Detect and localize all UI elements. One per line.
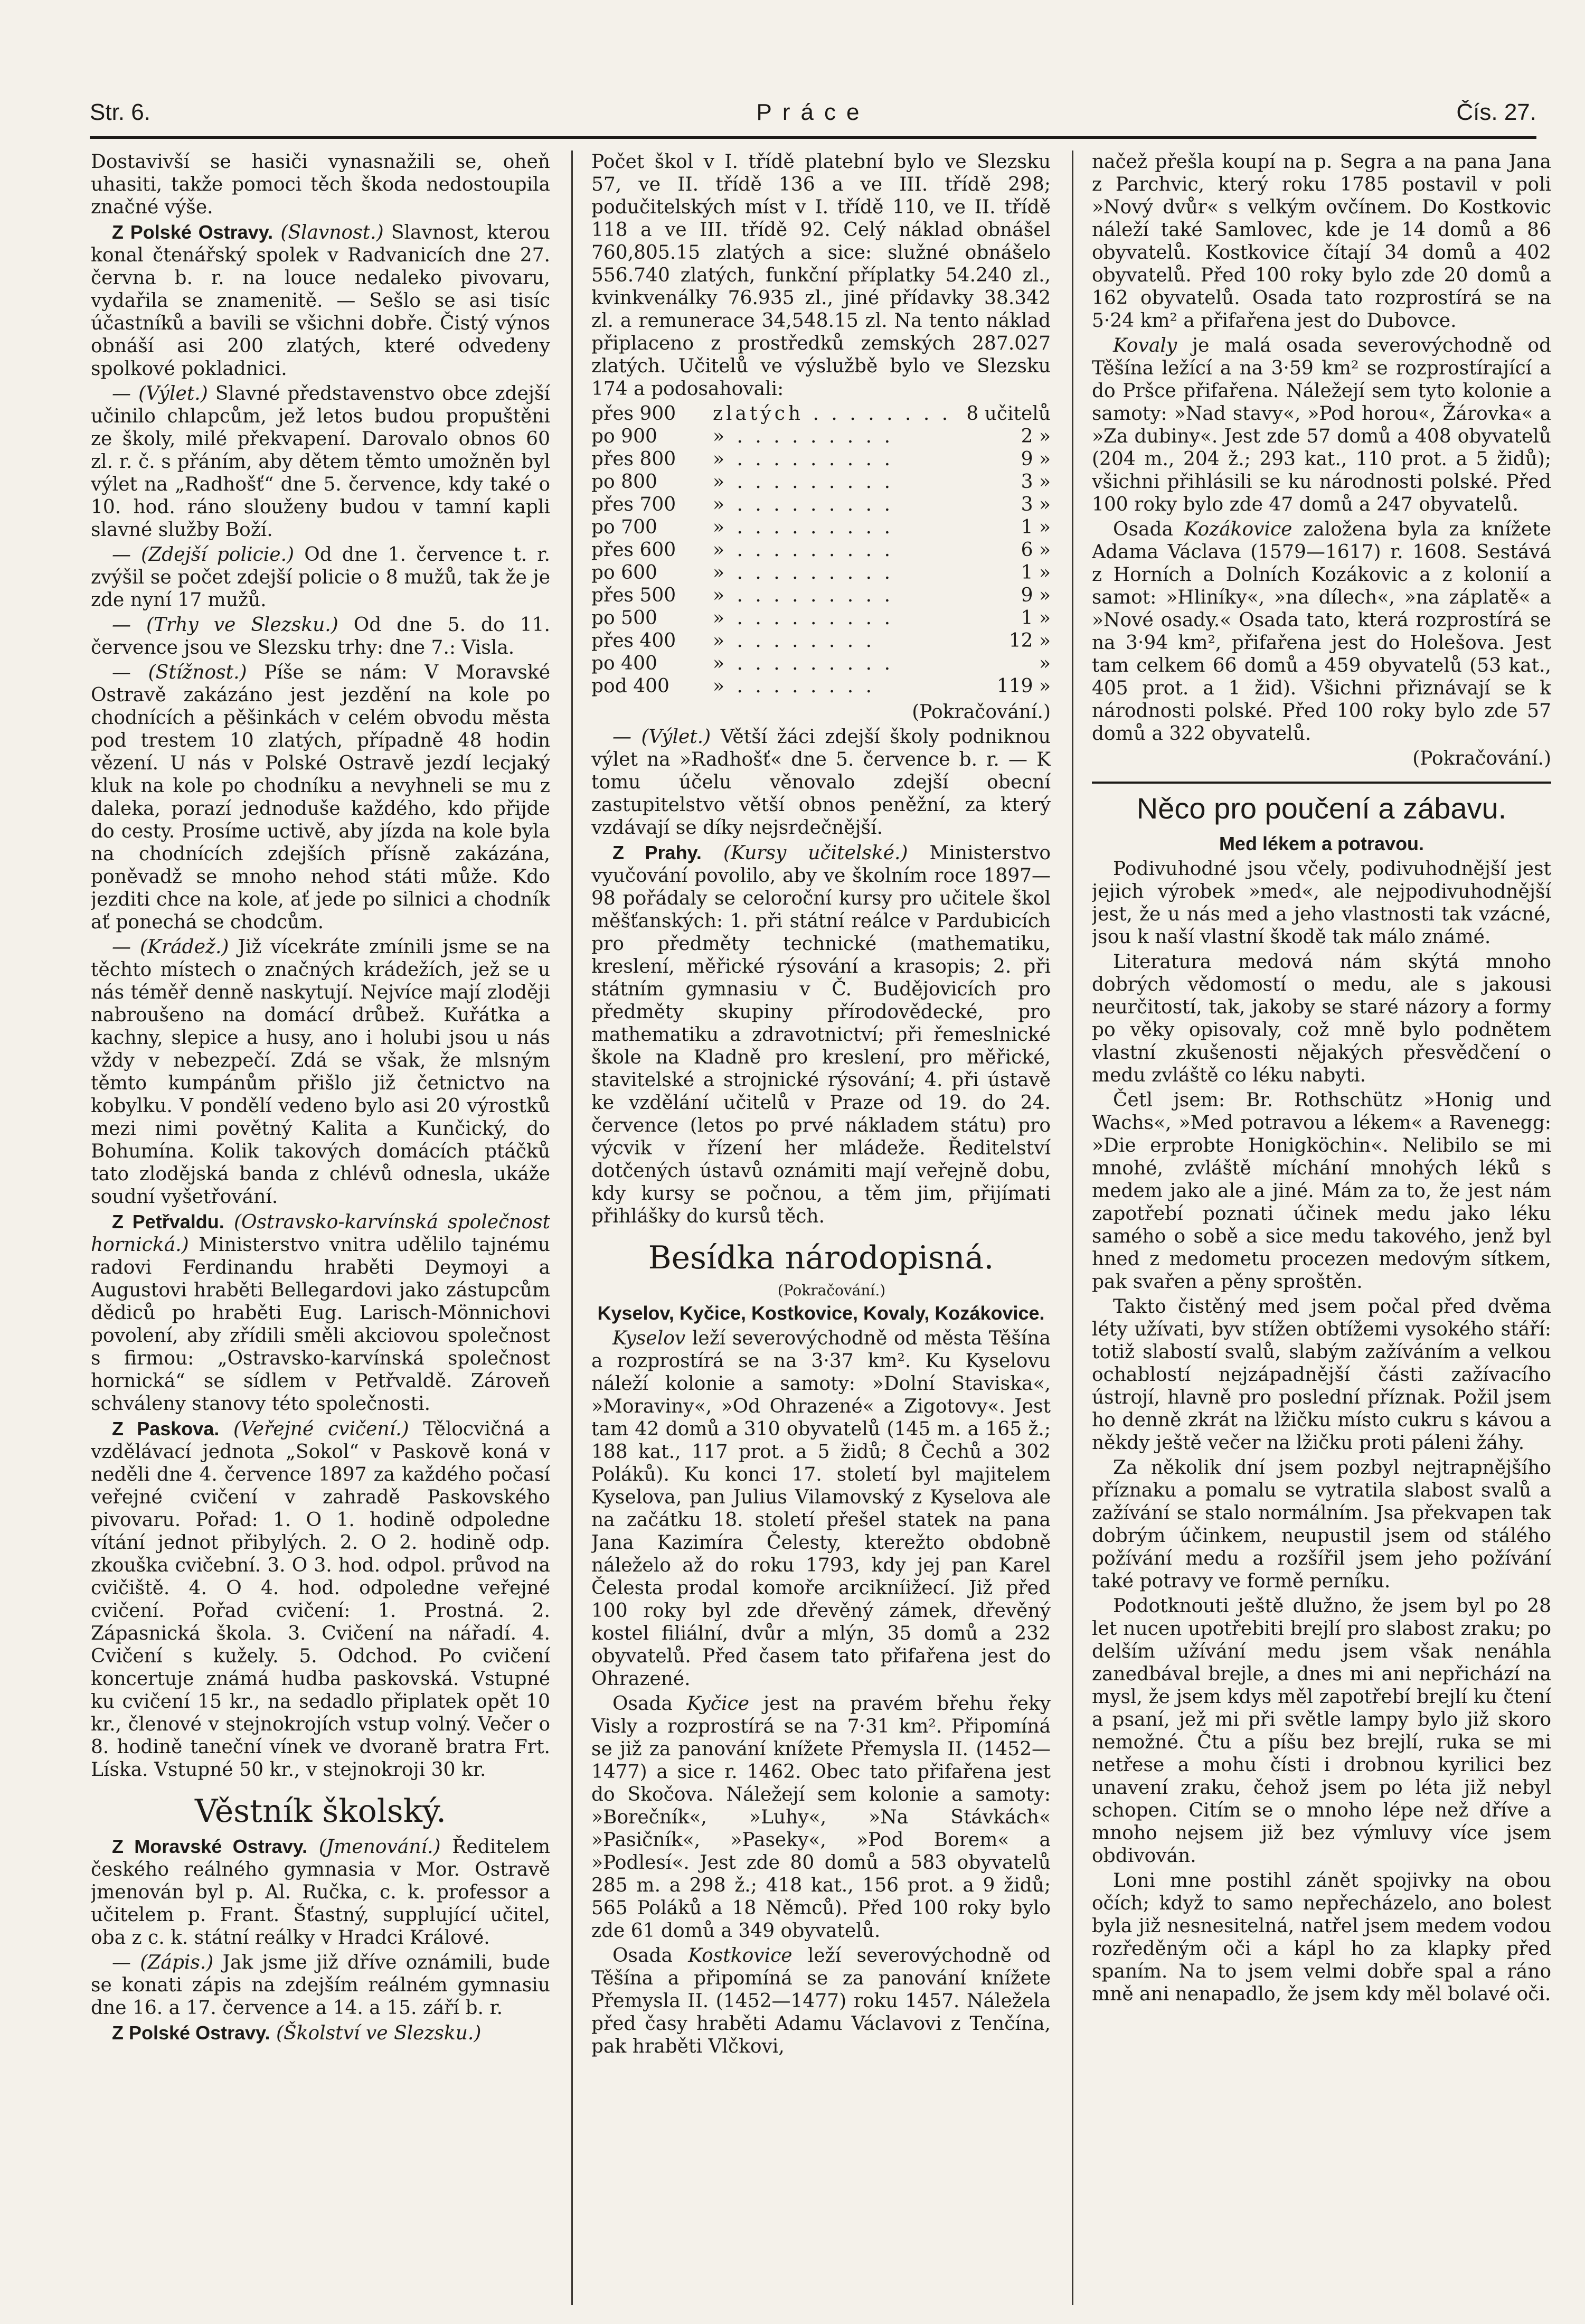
table-row: přes 400 » . . . . . . . . 12 »	[591, 630, 1051, 652]
table-row: přes 600 » . . . . . . . . . 6 »	[591, 539, 1051, 561]
article-paragraph: Loni mne postihl zánět spojivky na obou očích; když to samo nepřecházelo, ano bolest byla již nesnesitelná, natřel jsem medem vodou rozředěným oči a kápl ho za klapky před spaním. Na to jsem velmi dobře spal a ráno mně ani nenapadlo, že jsem kdy měl bolavé oči.	[1092, 1870, 1551, 2005]
article-paragraph: Četl jsem: Br. Rothschütz »Honig und Wachs«, »Med potravou a lékem« a Ravenegg: »Die erprobte Honigköchin«. Nelibilo se mi mnohé, zvláště míchání mnohých léků s medem jako ale a jiné. Mám za to, že jest nám zapotřebí poznati účinek medu jako léku samého o sobě a sice medu takového, jenž byl hned z medometu procezen medovým sítkem, pak svařen a pěny sproštěn.	[1092, 1089, 1551, 1293]
table-row: po 500 » . . . . . . . . . 1 »	[591, 607, 1051, 629]
column-3	[1092, 150, 1551, 2305]
column-1	[91, 150, 550, 2305]
page-header	[90, 94, 1536, 139]
continued-note: (Pokračování.)	[1412, 748, 1551, 769]
masthead-title: Práce	[756, 99, 870, 125]
continued-note: (Pokračování.)	[912, 701, 1051, 723]
table-row: po 600 » . . . . . . . . . 1 »	[591, 562, 1051, 584]
news-item-petrvald: Z Petřvaldu. (Ostravsko-karvínská společnost hornická.) Ministerstvo vnitra udělilo tajnému radovi Ferdinandu hraběti Deymoyi a Augustovi hraběti Bellegardovi jako zástupcům dědiců po hraběti Eug. Larisch-Mönnichovi povolení, aby zřídili směli akciovou společnost s firmou: „Ostravsko-karvínská společnost hornická“ se sídlem v Petřvaldě. Zároveň schváleny stanovy této společnosti.	[91, 1211, 550, 1415]
news-item-skolstvi: Z Polské Ostravy. (Školství ve Slezsku.)	[112, 2022, 482, 2044]
table-row: přes 800 » . . . . . . . . . 9 »	[591, 448, 1051, 470]
article-paragraph: Počet škol v I. třídě platební bylo ve Slezsku 57, ve II. třídě 136 a ve III. třídě 298; podučitelských míst v I. třídě 110, ve II. třídě 118 a ve III. třídě 92. Celý náklad obnášel 760,805.15 zlatých a sice: služné obnášelo 556.740 zlatých, funkční příplatky 54.240 zl., kvinkvenálky 76.935 zl., jiné přídavky 38.342 zl. a remunerace 34,548.15 zl. Na tento náklad připlaceno z prostředků zemských 287.027 zlatých. Učitelů ve výslužbě bylo ve Slezsku 174 a podosahovali:	[591, 151, 1051, 400]
table-row: přes 700 » . . . . . . . . . 3 »	[591, 494, 1051, 515]
article-subtitle: Kyselov, Kyčice, Kostkovice, Kovaly, Kozákovice.	[597, 1302, 1045, 1324]
table-row: po 800 » . . . . . . . . . 3 »	[591, 471, 1051, 493]
news-item-praha: Z Prahy. (Kursy učitelské.) Ministerstvo vyučování povolilo, aby ve školním roce 1897—98 pořádaly se celoroční kursy pro učitele škol měšťanských: 1. při státní reálce v Pardubicích pro předměty technické (mathematiku, kreslení, měřické rýsování a krasopis; 2. při státním gymnasiu v Č. Budějovicích pro předměty skupiny přírodovědecké, pro mathematiku a zdravotnictví; při řemeslnické škole na Kladně pro kreslení, pro měřické, stavitelské a strojnické rýsování; 4. při ústavě ke vzdělání učitelů v Praze od 19. do 24. července (letos po prvé nákladem státu) pro výcvik v řízení her mládeže. Ředitelství dotčených ústavů oznámiti mají veřejně dobu, kdy kursy se počnou, a těm jim, přijímati přihlášky do kursů těch.	[591, 842, 1051, 1227]
news-item-trhy: — (Trhy ve Slezsku.) Od dne 5. do 11. července jsou ve Slezsku trhy: dne 7.: Visla.	[91, 614, 550, 658]
news-item-zapis: — (Zápis.) Jak jsme již dříve oznámili, bude se konati zápis na zdejším reálném gymnasiu dne 16. a 17. července a 14. a 15. září b. r.	[91, 1952, 550, 2019]
news-item-stiznost: — (Stížnost.) Píše se nám: V Moravské Ostravě zakázáno jest jezdění na kole po chodnících a pěšinkách v celém obvodu města pod trestem 10 zlatých, případně 48 hodin vězení. U nás v Polské Ostravě jezdí lecjaký kluk na kole po chodníku a nevyhneli se mu z daleka, porazí jednoduše každého, kdo přijde do cesty. Prosíme uctivě, aby jízda na kole byla na chodnících zdejších přísně zakázána, poněvadž se mnoho nehod státi může. Kdo jezditi chce na kole, ať jede po silnici a chodník ať ponechá se chodcům.	[91, 662, 550, 933]
article-paragraph: Takto čistěný med jsem počal před dvěma léty užívati, byv stížen obtížemi vysokého stáří: totiž slabostí svalů, slabým zažíváním a velkou ochablostí nejzápadnější části zažívacího ústrojí, hlavně pro poslední příznak. Požil jsem ho denně zkrát na lžičku místo cukru s kávou a někdy ještě večer na lžičku proti páleni žáhy.	[1092, 1296, 1551, 1454]
table-row: přes 900 zlatých . . . . . . . . 8 učitelů	[591, 403, 1051, 425]
column-rule-1	[571, 150, 573, 2305]
article-paragraph: Kyselov leží severovýchodně od města Těšína a rozprostírá se na 3·37 km². Ku Kyselovu náleží kolonie a samoty: »Dolní Staviska«, »Moraviny«, »Od Ohrazené« a Zigotovy«. Jest tam 42 domů a 310 obyvatelů (145 m. a 165 ž.; 188 kat., 117 prot. a 5 židů; 8 Čechů a 302 Poláků). Ku konci 17. století byl majitelem Kyselova, pan Julius Vilamovský z Kyselova ale na začátku 18. století přešel statek na pana Jana Kazimíra Čelesty, kterežto obdobně náleželo až do roku 1793, kdy jej pan Karel Čelesta prodal komoře arcikníižecí. Již před 100 roky byl zde dřevěný zámek, dřevěný kostel filiální, dvůr a mlýn, 35 domů a 232 obyvatelů. Před časem tato přifařena jest do Ohrazené.	[591, 1328, 1051, 1690]
table-row: pod 400 » . . . . . . . . 119 »	[591, 675, 1051, 697]
article-paragraph: Podotknouti ještě dlužno, že jsem byl po 28 let nucen upotřebiti brejlí pro slabost zraku; po delším užívání medu jsem však nenáhla zanedbával brejle, a dnes mi ani nepřichází na mysl, že jsem kdys měl zapotřebí brejlí ku čtení a psaní, jež mi při světle lampy bylo již skoro nemožné. Čtu a píšu bez brejlí, ruka se mi netřese a mohu čísti i drobnou kyrilici bez unavení zraku, čehož jsem po léta již nebyl schopen. Citím se o mnoho lépe než dříve a mnoho nejsem již bez výmluvy více jsem obdivován.	[1092, 1595, 1551, 1867]
article-paragraph: Za několik dní jsem pozbyl nejtrapnějšího příznaku a pomalu se vytratila slabost svalů a zažívání se stalo normálním. Jsa překvapen tak dobrým účinkem, neupustil jsem od stálého požívání medu a rozšířil jsem jeho požívání také potravy ve formě perníku.	[1092, 1457, 1551, 1592]
article-subtitle: Med lékem a potravou.	[1219, 833, 1424, 854]
section-title-besidka: Besídka národopisná.	[648, 1239, 994, 1276]
news-item-jmenovani: Z Moravské Ostravy. (Jmenování.) Ředitelem českého reálného gymnasia v Mor. Ostravě jmenován byl p. Al. Ručka, c. k. professor a učitelem p. Frant. Šťastný, supplující učitel, oba z c. k. státní reálky v Hradci Králové.	[91, 1836, 550, 1949]
article-paragraph: Dostavivší se hasiči vynasnažili se, oheň uhasiti, takže pomoci těch škoda nedostoupila značné výše.	[91, 151, 550, 218]
news-item-vylet-2: — (Výlet.) Větší žáci zdejší školy podniknou výlet na »Radhošť« dne 5. července b. r. — K tomu účelu věnovalo zdejší obecní zastupitelstvo větší obnos peněžní, za který vzdávají se díky nejsrdečnější.	[591, 726, 1051, 839]
news-item-paskov: Z Paskova. (Veřejné cvičení.) Tělocvičná a vzdělávací jednota „Sokol“ v Paskově koná v neděli dne 4. července 1897 za každého počasí veřejné cvičení v zahradě Paskovského pivovaru. Pořad: 1. O 1. hodině odpoledne vítání jednot přibylých. 2. O 2. hodině odp. zkouška cvičební. 3. O 3. hod. odpol. průvod na cvičiště. 4. O 4. hod. odpoledne veřejné cvičení. Pořad cvičení: 1. Prostná. 2. Zápasnická škola. 3. Cvičení na nářadí. 4. Cvičení s kužely. 5. Odchod. Po cvičení koncertuje známá hudba paskovská. Vstupné ku cvičení 15 kr., na sedadlo připlatek opět 10 kr., členové v stejnokrojích vstup volný. Večer o 8. hodině taneční vínek ve dvoraně bratra Frt. Líska. Vstupné 50 kr., v stejnokroji 30 kr.	[91, 1418, 550, 1781]
article-paragraph: Podivuhodné jsou včely, podivuhodnější jest jejich výrobek »med«, ale nejpodivuhodnější jest, že u nás med a jeho vlastnosti tak vzácné, jsou k naší vlastní škodě tak málo známé.	[1092, 858, 1551, 948]
column-2	[591, 150, 1051, 2305]
section-title-neco: Něco pro poučení a zábavu.	[1092, 782, 1551, 827]
pension-table	[591, 402, 1051, 698]
continued-note: (Pokračování.)	[777, 1282, 886, 1299]
news-item-polska-ostrava: Z Polské Ostravy. (Slavnost.) Slavnost, kterou konal čtenářský spolek v Radvanicích dne 27. června b. r. na louce nedaleko pivovaru, vydařila se znamenitě. — Sešlo se asi tisíc účastníků a bavili se všichni dobře. Čistý výnos obnáší asi 200 zlatých, které odvedeny spolkové pokladnici.	[91, 221, 550, 380]
article-paragraph: Osada Kyčice jest na pravém břehu řeky Visly a rozprostírá se na 7·31 km². Připomíná se již za panování knížete Přemysla II. (1452—1477) a sice r. 1462. Obec tato přifařena jest do Skočova. Náležejí sem kolonie a samoty: »Borečník«, »Luhy«, »Na Stávkách« »Pasičník«, »Paseky«, »Pod Borem« a »Podlesí«. Jest zde 80 domů a 583 obyvatelů 285 m. a 298 ž.; 418 kat., 156 prot. a 9 židů; 565 Poláků a 18 Němců). Před 100 roky bylo zde 61 domů a 349 obyvatelů.	[591, 1693, 1051, 1942]
article-paragraph: Osada Kozákovice založena byla za knížete Adama Václava (1579—1617) r. 1608. Sestává z Horních a Dolních Kozákovic a z kolonií a samot: »Hliníky«, »na dílech«, »na záplatě« a »Nové osady.« Osada tato, která rozprostírá se na 3·94 km², přifařena jest do Holešova. Jest tam celkem 66 domů a 459 obyvatelů (53 kat., 405 prot. a 1 žid). Všichni přiznávají se k národnosti polské. Před 100 roky bylo zde 57 domů a 322 obyvatelů.	[1092, 519, 1551, 745]
page-number: Str. 6.	[90, 99, 150, 125]
table-row: přes 500 » . . . . . . . . . 9 »	[591, 585, 1051, 606]
article-paragraph: Literatura medová nám skýtá mnoho dobrých vědomostí o medu, ale s jakousi neurčitostí, tak, jakoby se staré názory a formy po věky opisovaly, což mně bylo podnětem vlastní zkušenosti nějakých přesvědčení o medu zvláště co léku nabyti.	[1092, 951, 1551, 1086]
issue-number: Čís. 27.	[1456, 99, 1536, 125]
article-paragraph: Osada Kostkovice leží severovýchodně od Těšína a připomíná se za panování knížete Přemysla II. (1452—1477) roku 1457. Náležela před časy hraběti Adamu Václavovi z Tenčína, pak hraběti Vlčkovi,	[591, 1945, 1051, 2057]
table-row: po 700 » . . . . . . . . . 1 »	[591, 516, 1051, 538]
article-paragraph: načež přešla koupí na p. Segra a na pana Jana z Parchvic, který roku 1785 postavil v poli »Nový dvůr« s velkým ovčínem. Do Kostkovic náleží také Samlovec, kde je 14 domů a 86 obyvatelů. Kostkovice čítají 34 domů a 402 obyvatelů. Před 100 roky bylo zde 20 domů a 162 obyvatelů. Osada tato rozprostírá se na 5·24 km² a přifařena jest do Dubovce.	[1092, 151, 1551, 332]
news-item-policie: — (Zdejší policie.) Od dne 1. července t. r. zvýšil se počet zdejší policie o 8 mužů, tak že je zde nyní 17 mužů.	[91, 544, 550, 611]
news-item-vylet: — (Výlet.) Slavné představenstvo obce zdejší učinilo chlapcům, jež letos budou propuštěni ze školy, milé překvapení. Darovalo obnos 60 zl. r. č. s přáním, aby dětem těmto umožněn byl výlet na „Radhošť“ dne 5. července, kdy také o 10. hod. ráno slouženy budou v tamní kapli slavné služby Boží.	[91, 383, 550, 541]
column-rule-2	[1072, 150, 1073, 2305]
table-row: po 400 » . . . . . . . . . »	[591, 653, 1051, 674]
news-item-kradez: — (Krádež.) Již vícekráte zmínili jsme se na těchto místech o značných krádežích, jež se u nás téměř denně naskytují. Nejvíce mají zloději nabroušeno na domácí drůbež. Kuřátka a kachny, slepice a husy, ano i holubi jsou u nás vždy v nebezpečí. Zdá se však, že mlsným těmto kumpánům přišlo již četnictvo na kobylku. V pondělí vedeno bylo asi 20 výrostků mezi nimi povětný Kalita a Kunčický, do Bohumína. Kolik takových domácích ptáčků tato zlodějská banda z chlévů odnesla, ukáže soudní vyšetřování.	[91, 936, 550, 1208]
table-row: po 900 » . . . . . . . . . 2 »	[591, 426, 1051, 447]
article-paragraph: Kovaly je malá osada severovýchodně od Těšína ležící a na 3·59 km² se rozprostírající a do Pršce přifařena. Náležejí sem tyto kolonie a samoty: »Nad stavy«, »Pod horou«, Žárovka« a »Za dubiny«. Jest zde 57 domů a 408 obyvatelů (204 m., 204 ž.; 293 kat., 110 prot. a 5 židů); všichni přihlásili se ku národnosti polské. Před 100 roky bylo zde 47 domů a 247 obyvatelů.	[1092, 335, 1551, 515]
section-title-vestnik: Věstník školský.	[194, 1793, 447, 1830]
